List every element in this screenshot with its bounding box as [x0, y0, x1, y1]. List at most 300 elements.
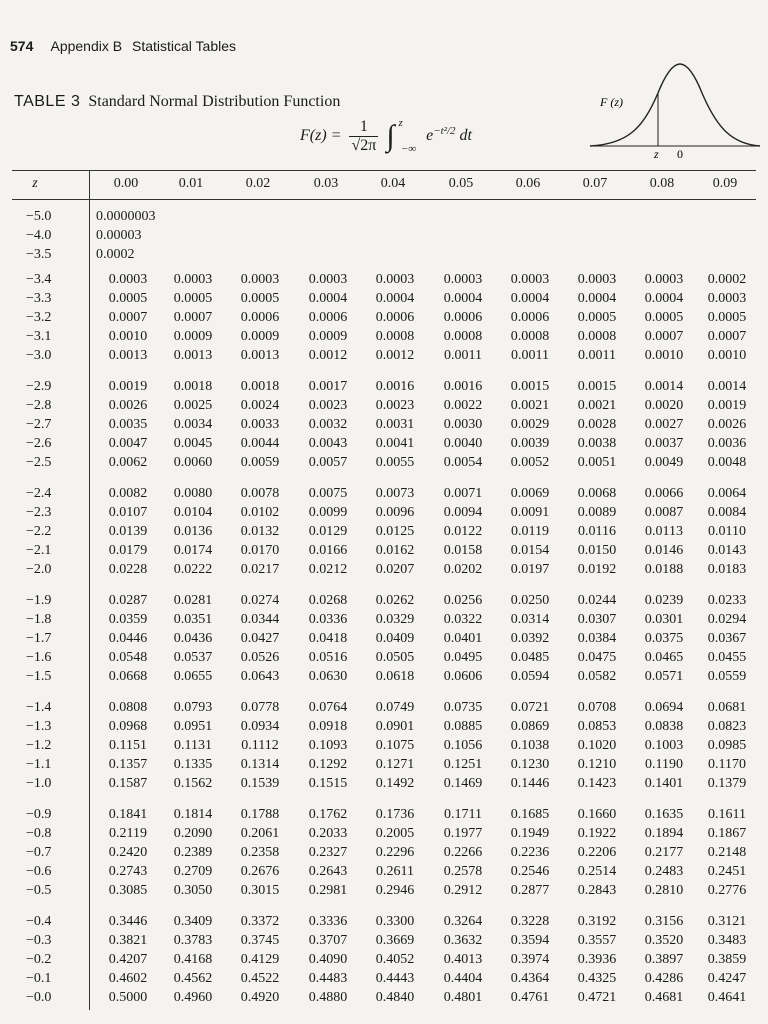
z-value: −1.8: [26, 612, 52, 627]
z-value: −1.4: [26, 700, 52, 715]
table-cell: 0.0018: [240, 379, 280, 394]
z-value: −1.5: [26, 669, 52, 684]
table-cell: 0.0104: [173, 505, 213, 520]
table-cell: 0.1515: [308, 776, 348, 791]
table-cell: 0.4641: [707, 990, 747, 1005]
table-cell: 0.0064: [707, 486, 747, 501]
table-cell: 0.4522: [240, 971, 280, 986]
z-value: −0.2: [26, 952, 52, 967]
table-cell: 0.0505: [375, 650, 415, 665]
table-cell: 0.0037: [644, 436, 684, 451]
table-cell: 0.1251: [443, 757, 483, 772]
table-cell: 0.0485: [510, 650, 550, 665]
table-cell: 0.0934: [240, 719, 280, 734]
table-cell: 0.0034: [173, 417, 213, 432]
table-cell: 0.3264: [443, 914, 483, 929]
table-cell: 0.0838: [644, 719, 684, 734]
table-cell: 0.0035: [108, 417, 148, 432]
table-cell: 0.0022: [443, 398, 483, 413]
table-cell: 0.0150: [577, 543, 617, 558]
table-cell: 0.0009: [240, 329, 280, 344]
table-cell: 0.0274: [240, 593, 280, 608]
column-header: 0.04: [380, 176, 406, 191]
table-cell: 0.0011: [578, 348, 616, 363]
integrand: e: [426, 127, 434, 145]
table-cell: 0.0004: [443, 291, 483, 306]
z-value: −1.9: [26, 593, 52, 608]
table-cell: 0.5000: [108, 990, 148, 1005]
table-cell: 0.3121: [707, 914, 747, 929]
table-cell: 0.3745: [240, 933, 280, 948]
table-cell: 0.0192: [577, 562, 617, 577]
table-cell: 0.4207: [108, 952, 148, 967]
table-cell: 0.0228: [108, 562, 148, 577]
table-cell: 0.3897: [644, 952, 684, 967]
table-cell: 0.0749: [375, 700, 415, 715]
table-cell: 0.0010: [644, 348, 684, 363]
table-cell: 0.0010: [707, 348, 747, 363]
table-cell: 0.0793: [173, 700, 213, 715]
table-cell: 0.3974: [510, 952, 550, 967]
table-cell: 0.1020: [577, 738, 617, 753]
table-cell: 0.0082: [108, 486, 148, 501]
table-cell: 0.0122: [443, 524, 483, 539]
table-cell: 0.4247: [707, 971, 747, 986]
table-cell: 0.0016: [443, 379, 483, 394]
column-header: 0.02: [245, 176, 271, 191]
table-cell: 0.2578: [443, 864, 483, 879]
table-cell: 0.0047: [108, 436, 148, 451]
table-cell: 0.0026: [707, 417, 747, 432]
table-cell: 0.0036: [707, 436, 747, 451]
table-cell: 0.0006: [308, 310, 348, 325]
table-cell: 0.0764: [308, 700, 348, 715]
table-cell: 0.0008: [443, 329, 483, 344]
table-cell: 0.4681: [644, 990, 684, 1005]
formula-lhs: F(z) =: [300, 127, 342, 145]
table-cell: 0.3557: [577, 933, 617, 948]
table-cell: 0.0029: [510, 417, 550, 432]
table-cell: 0.0041: [375, 436, 415, 451]
table-cell: 0.2676: [240, 864, 280, 879]
table-cell: 0.0351: [173, 612, 213, 627]
z-value: −2.3: [26, 505, 52, 520]
table-cell: 0.0735: [443, 700, 483, 715]
table-cell: 0.0202: [443, 562, 483, 577]
table-cell: 0.0007: [707, 329, 747, 344]
table-cell: 0.4840: [375, 990, 415, 1005]
table-cell: 0.2236: [510, 845, 550, 860]
z-value: −1.1: [26, 757, 52, 772]
table-cell: 0.0606: [443, 669, 483, 684]
table-cell: 0.0594: [510, 669, 550, 684]
table-cell: 0.0158: [443, 543, 483, 558]
column-header: 0.03: [313, 176, 339, 191]
table-cell: 0.0136: [173, 524, 213, 539]
table-cell: 0.1660: [577, 807, 617, 822]
table-cell: 0.4286: [644, 971, 684, 986]
table-cell: 0.1469: [443, 776, 483, 791]
z-value: −0.7: [26, 845, 52, 860]
table-cell: 0.1230: [510, 757, 550, 772]
z-value: −0.6: [26, 864, 52, 879]
table-cell: 0.0027: [644, 417, 684, 432]
table-cell: 0.0008: [577, 329, 617, 344]
table-cell: 0.0618: [375, 669, 415, 684]
table-cell: 0.0023: [375, 398, 415, 413]
z-value: −4.0: [26, 228, 52, 243]
z-value: −3.3: [26, 291, 52, 306]
table-cell: 0.0436: [173, 631, 213, 646]
table-cell: 0.0004: [644, 291, 684, 306]
table-cell: 0.0708: [577, 700, 617, 715]
table-cell: 0.0009: [308, 329, 348, 344]
table-cell: 0.0071: [443, 486, 483, 501]
table-cell: 0.0113: [645, 524, 683, 539]
z-value: −3.5: [26, 247, 52, 262]
table-cell: 0.2946: [375, 883, 415, 898]
table-cell: 0.4801: [443, 990, 483, 1005]
table-cell: 0.0418: [308, 631, 348, 646]
integral-sign: ∫: [386, 119, 395, 153]
table-cell: 0.2206: [577, 845, 617, 860]
column-header: 0.08: [649, 176, 675, 191]
table-cell: 0.3594: [510, 933, 550, 948]
table-cell: 0.0256: [443, 593, 483, 608]
table-cell: 0.2296: [375, 845, 415, 860]
table-cell: 0.0005: [240, 291, 280, 306]
fz-label: F (z): [600, 95, 623, 109]
table-cell: 0.0005: [173, 291, 213, 306]
table-cell: 0.0132: [240, 524, 280, 539]
table-cell: 0.0012: [375, 348, 415, 363]
table-cell: 0.0721: [510, 700, 550, 715]
table-cell: 0.0154: [510, 543, 550, 558]
table-cell: 0.0005: [644, 310, 684, 325]
table-cell: 0.1788: [240, 807, 280, 822]
table-cell: 0.0694: [644, 700, 684, 715]
table-cell: 0.1894: [644, 826, 684, 841]
table-cell: 0.2389: [173, 845, 213, 860]
z-value: −3.0: [26, 348, 52, 363]
table-cell: 0.0125: [375, 524, 415, 539]
table-cell: 0.0951: [173, 719, 213, 734]
table-cell: 0.0006: [443, 310, 483, 325]
section-label: Statistical Tables: [131, 38, 236, 54]
integrand-exponent: −t²/2: [433, 124, 456, 137]
table-cell: 0.2743: [108, 864, 148, 879]
table-cell: 0.1075: [375, 738, 415, 753]
table-cell: 0.0885: [443, 719, 483, 734]
table-cell: 0.1492: [375, 776, 415, 791]
table-cell: 0.0968: [108, 719, 148, 734]
table-cell: 0.2709: [173, 864, 213, 879]
table-cell: 0.3669: [375, 933, 415, 948]
z-value: −2.2: [26, 524, 52, 539]
table-cell: 0.0526: [240, 650, 280, 665]
table-cell: 0.0336: [308, 612, 348, 627]
table-cell: 0.0314: [510, 612, 550, 627]
table-cell: 0.0322: [443, 612, 483, 627]
table-cell: 0.4483: [308, 971, 348, 986]
table-cell: 0.0207: [375, 562, 415, 577]
table-cell: 0.0044: [240, 436, 280, 451]
table-cell: 0.0446: [108, 631, 148, 646]
table-cell: 0.0110: [708, 524, 746, 539]
table-cell: 0.0013: [108, 348, 148, 363]
table-cell: 0.1292: [308, 757, 348, 772]
table-cell: 0.2643: [308, 864, 348, 879]
integral-lower-limit: −∞: [400, 143, 417, 156]
table-cell: 0.0162: [375, 543, 415, 558]
table-cell: 0.0002: [96, 247, 135, 262]
table-cell: 0.0643: [240, 669, 280, 684]
table-cell: 0.1271: [375, 757, 415, 772]
column-header: 0.00: [113, 176, 139, 191]
table-cell: 0.0495: [443, 650, 483, 665]
table-cell: 0.0003: [443, 272, 483, 287]
table-cell: 0.0179: [108, 543, 148, 558]
table-cell: 0.0003: [308, 272, 348, 287]
table-cell: 0.0244: [577, 593, 617, 608]
column-header: 0.01: [178, 176, 204, 191]
table-cell: 0.0055: [375, 455, 415, 470]
table-cell: 0.1539: [240, 776, 280, 791]
table-cell: 0.0392: [510, 631, 550, 646]
table-cell: 0.0475: [577, 650, 617, 665]
table-cell: 0.4013: [443, 952, 483, 967]
table-cell: 0.0021: [577, 398, 617, 413]
table-cell: 0.1711: [444, 807, 482, 822]
table-cell: 0.0778: [240, 700, 280, 715]
table-cell: 0.1587: [108, 776, 148, 791]
table-cell: 0.0014: [644, 379, 684, 394]
table-cell: 0.1038: [510, 738, 550, 753]
table-cell: 0.1423: [577, 776, 617, 791]
table-cell: 0.1210: [577, 757, 617, 772]
table-cell: 0.0078: [240, 486, 280, 501]
table-cell: 0.4880: [308, 990, 348, 1005]
table-cell: 0.0003: [577, 272, 617, 287]
table-cell: 0.0212: [308, 562, 348, 577]
table-cell: 0.0384: [577, 631, 617, 646]
table-cell: 0.0197: [510, 562, 550, 577]
table-name: Standard Normal Distribution Function: [88, 93, 341, 110]
table-cell: 0.3483: [707, 933, 747, 948]
table-cell: 0.0985: [707, 738, 747, 753]
table-cell: 0.0174: [173, 543, 213, 558]
z-value: −2.4: [26, 486, 52, 501]
table-cell: 0.0091: [510, 505, 550, 520]
table-cell: 0.0026: [108, 398, 148, 413]
table-cell: 0.2061: [240, 826, 280, 841]
table-cell: 0.3228: [510, 914, 550, 929]
table-cell: 0.4960: [173, 990, 213, 1005]
table-cell: 0.0116: [578, 524, 616, 539]
table-cell: 0.0003: [108, 272, 148, 287]
table-cell: 0.3520: [644, 933, 684, 948]
table-cell: 0.1112: [241, 738, 279, 753]
table-cell: 0.0217: [240, 562, 280, 577]
table-cell: 0.3936: [577, 952, 617, 967]
table-cell: 0.0011: [444, 348, 482, 363]
table-cell: 0.0010: [108, 329, 148, 344]
table-cell: 0.0375: [644, 631, 684, 646]
table-cell: 0.0068: [577, 486, 617, 501]
table-cell: 0.0571: [644, 669, 684, 684]
table-cell: 0.3632: [443, 933, 483, 948]
z-value: −1.6: [26, 650, 52, 665]
table-cell: 0.2266: [443, 845, 483, 860]
table-cell: 0.0049: [644, 455, 684, 470]
column-header: 0.09: [712, 176, 738, 191]
table-cell: 0.0013: [173, 348, 213, 363]
table-cell: 0.3300: [375, 914, 415, 929]
table-cell: 0.3707: [308, 933, 348, 948]
table-cell: 0.0031: [375, 417, 415, 432]
table-cell: 0.0073: [375, 486, 415, 501]
integrand-dt: dt: [459, 127, 472, 145]
table-cell: 0.2090: [173, 826, 213, 841]
z-value: −1.2: [26, 738, 52, 753]
table-cell: 0.1949: [510, 826, 550, 841]
table-cell: 0.0008: [510, 329, 550, 344]
table-cell: 0.2877: [510, 883, 550, 898]
table-cell: 0.1841: [108, 807, 148, 822]
table-cell: 0.4090: [308, 952, 348, 967]
table-cell: 0.4129: [240, 952, 280, 967]
table-cell: 0.0032: [308, 417, 348, 432]
column-header: 0.06: [515, 176, 541, 191]
table-cell: 0.3156: [644, 914, 684, 929]
table-cell: 0.0630: [308, 669, 348, 684]
table-cell: 0.0281: [173, 593, 213, 608]
table-cell: 0.0020: [644, 398, 684, 413]
z-value: −1.3: [26, 719, 52, 734]
table-cell: 0.0869: [510, 719, 550, 734]
table-cell: 0.1762: [308, 807, 348, 822]
table-cell: 0.0004: [510, 291, 550, 306]
table-cell: 0.3409: [173, 914, 213, 929]
table-cell: 0.0025: [173, 398, 213, 413]
table-cell: 0.0250: [510, 593, 550, 608]
table-cell: 0.0808: [108, 700, 148, 715]
table-cell: 0.1685: [510, 807, 550, 822]
table-cell: 0.0681: [707, 700, 747, 715]
table-cell: 0.1635: [644, 807, 684, 822]
table-cell: 0.1131: [174, 738, 212, 753]
table-cell: 0.4562: [173, 971, 213, 986]
z-value: −1.7: [26, 631, 52, 646]
table-cell: 0.0066: [644, 486, 684, 501]
table-cell: 0.4364: [510, 971, 550, 986]
table-cell: 0.0465: [644, 650, 684, 665]
table-cell: 0.0054: [443, 455, 483, 470]
table-cell: 0.2776: [707, 883, 747, 898]
table-cell: 0.2420: [108, 845, 148, 860]
z-value: −0.8: [26, 826, 52, 841]
table-cell: 0.0039: [510, 436, 550, 451]
table-cell: 0.3372: [240, 914, 280, 929]
table-cell: 0.1446: [510, 776, 550, 791]
table-cell: 0.0000003: [96, 209, 156, 224]
table-cell: 0.0009: [173, 329, 213, 344]
table-cell: 0.0003: [644, 272, 684, 287]
z-value: −0.1: [26, 971, 52, 986]
formula-fraction: [349, 118, 378, 155]
table-cell: 0.1922: [577, 826, 617, 841]
table-cell: 0.0004: [375, 291, 415, 306]
z-value: −0.0: [26, 990, 52, 1005]
table-cell: 0.4168: [173, 952, 213, 967]
normal-curve-figure: [588, 58, 763, 163]
table-cell: 0.0017: [308, 379, 348, 394]
appendix-label: Appendix B: [50, 38, 123, 54]
column-header: 0.05: [448, 176, 474, 191]
table-cell: 0.1314: [240, 757, 280, 772]
table-cell: 0.0006: [240, 310, 280, 325]
table-header-rule: [12, 199, 756, 200]
table-cell: 0.0294: [707, 612, 747, 627]
table-cell: 0.0004: [308, 291, 348, 306]
table-cell: 0.1867: [707, 826, 747, 841]
table-cell: 0.0069: [510, 486, 550, 501]
table-cell: 0.0170: [240, 543, 280, 558]
table-cell: 0.0003: [375, 272, 415, 287]
table-cell: 0.0089: [577, 505, 617, 520]
table-cell: 0.3783: [173, 933, 213, 948]
table-cell: 0.2033: [308, 826, 348, 841]
table-cell: 0.0060: [173, 455, 213, 470]
table-cell: 0.2810: [644, 883, 684, 898]
table-cell: 0.0080: [173, 486, 213, 501]
z-value: −0.9: [26, 807, 52, 822]
table-cell: 0.0084: [707, 505, 747, 520]
table-cell: 0.2451: [707, 864, 747, 879]
table-top-rule: [12, 170, 756, 171]
table-cell: 0.0016: [375, 379, 415, 394]
table-cell: 0.0146: [644, 543, 684, 558]
table-cell: 0.1003: [644, 738, 684, 753]
z-value: −3.2: [26, 310, 52, 325]
z-value: −2.6: [26, 436, 52, 451]
table-z-divider: [89, 170, 90, 1010]
table-cell: 0.0183: [707, 562, 747, 577]
formula-numerator: 1: [349, 118, 378, 137]
table-cell: 0.4761: [510, 990, 550, 1005]
z-value: −0.3: [26, 933, 52, 948]
table-title: [14, 93, 340, 111]
table-cell: 0.1357: [108, 757, 148, 772]
table-cell: 0.2843: [577, 883, 617, 898]
table-cell: 0.1151: [109, 738, 147, 753]
table-cell: 0.0007: [173, 310, 213, 325]
table-cell: 0.2148: [707, 845, 747, 860]
table-cell: 0.0005: [108, 291, 148, 306]
table-cell: 0.0038: [577, 436, 617, 451]
table-cell: 0.1093: [308, 738, 348, 753]
table-cell: 0.0233: [707, 593, 747, 608]
table-cell: 0.0559: [707, 669, 747, 684]
z-value: −3.4: [26, 272, 52, 287]
table-cell: 0.0006: [510, 310, 550, 325]
table-cell: 0.0030: [443, 417, 483, 432]
table-cell: 0.0015: [510, 379, 550, 394]
table-cell: 0.0102: [240, 505, 280, 520]
table-cell: 0.3336: [308, 914, 348, 929]
column-header: 0.07: [582, 176, 608, 191]
z-label: z: [654, 147, 659, 161]
